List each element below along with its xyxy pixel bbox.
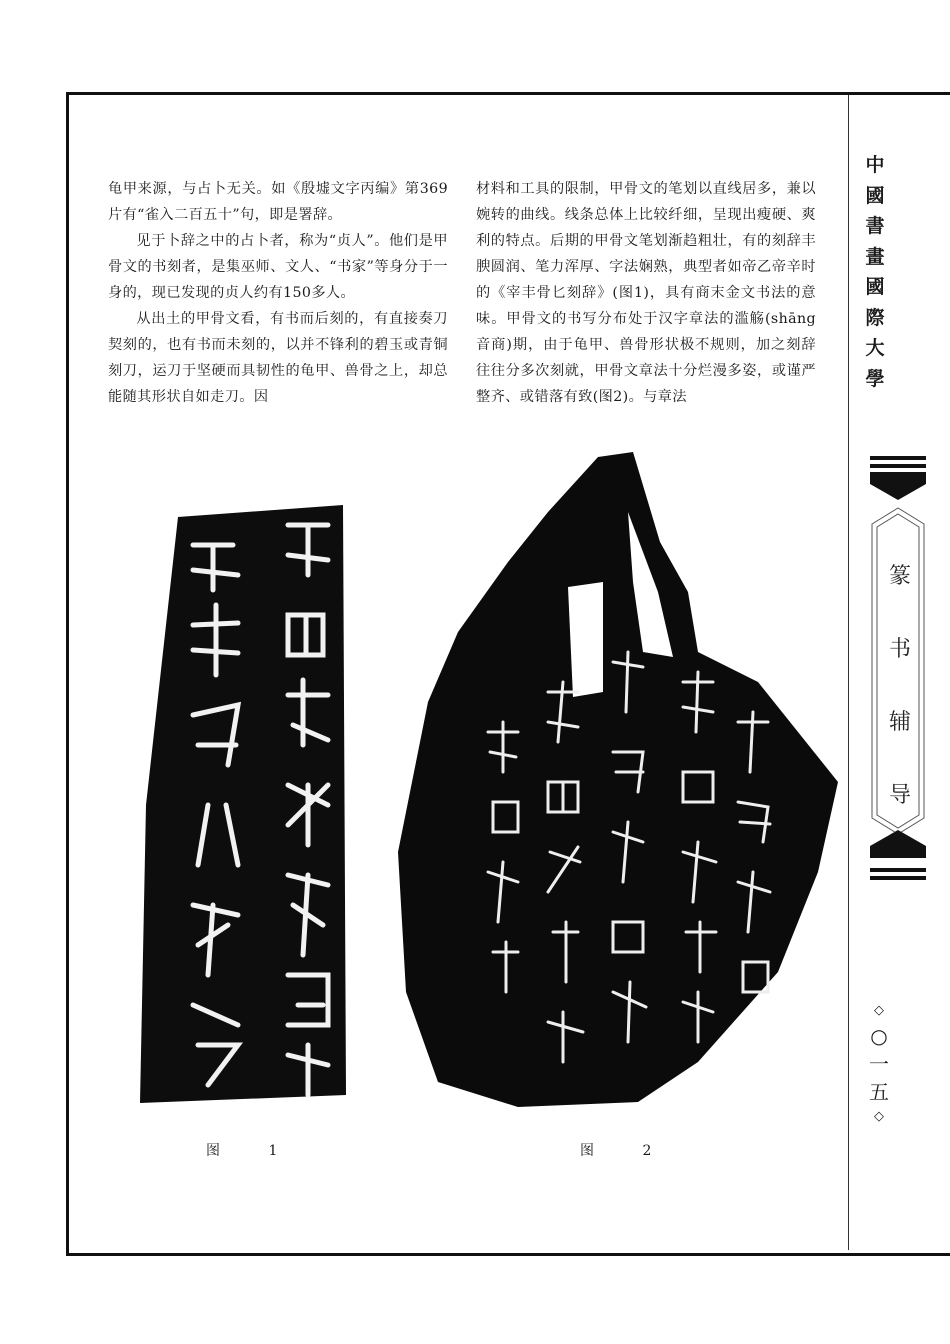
university-name: 中國書畫國際大學 xyxy=(865,154,885,390)
section-title: 篆书辅导 xyxy=(888,564,911,808)
paragraph: 龟甲来源，与占卜无关。如《殷墟文字丙编》第369片有“雀入二百五十”句，即是署辞。 xyxy=(108,181,448,223)
sidebar-divider xyxy=(848,95,849,1250)
figure-1-oracle-bone-rubbing xyxy=(138,505,348,1105)
paragraph: 从出土的甲骨文看，有书而后刻的，有直接奏刀契刻的，也有书而未刻的，以并不锋利的碧玉或青铜刻刀，运刀于坚硬而具韧性的龟甲、兽骨之上，却总能随其形状自如走刀。因 xyxy=(108,311,448,405)
figure-1-caption: 图 1 xyxy=(206,1143,300,1159)
figure-2-caption: 图 2 xyxy=(580,1143,674,1159)
diamond-icon: ◇ xyxy=(874,1109,884,1124)
paragraph: 见于卜辞之中的占卜者，称为“贞人”。他们是甲骨文的书刻者，是集巫师、文人、“书家”等身分于一身的，现已发现的贞人约有150多人。 xyxy=(108,233,448,301)
figure-2-tortoise-shell-rubbing xyxy=(398,452,840,1110)
text-column-left xyxy=(108,176,448,410)
text-column-right xyxy=(476,176,816,410)
page-number-text: ○一五 xyxy=(869,1024,889,1104)
paragraph: 材料和工具的限制，甲骨文的笔划以直线居多，兼以婉转的曲线。线条总体上比较纤细，呈现出瘦硬、爽利的特点。后期的甲骨文笔划渐趋粗壮，有的刻辞丰腴圆润、笔力浑厚、字法娴熟，典型者如帝乙帝辛时的《宰丰骨匕刻辞》(图1)，具有商末金文书法的意味。甲骨文的书写分布处于汉字章法的滥觞(shāng 音商)期，由于龟甲、兽骨形状极不规则，加之刻辞往往分多次刻就，甲骨文章法十分烂漫多姿，或谨严整齐、或错落有致(图2)。与章法 xyxy=(476,181,816,405)
diamond-icon: ◇ xyxy=(874,1003,884,1018)
page-number xyxy=(864,1000,894,1128)
